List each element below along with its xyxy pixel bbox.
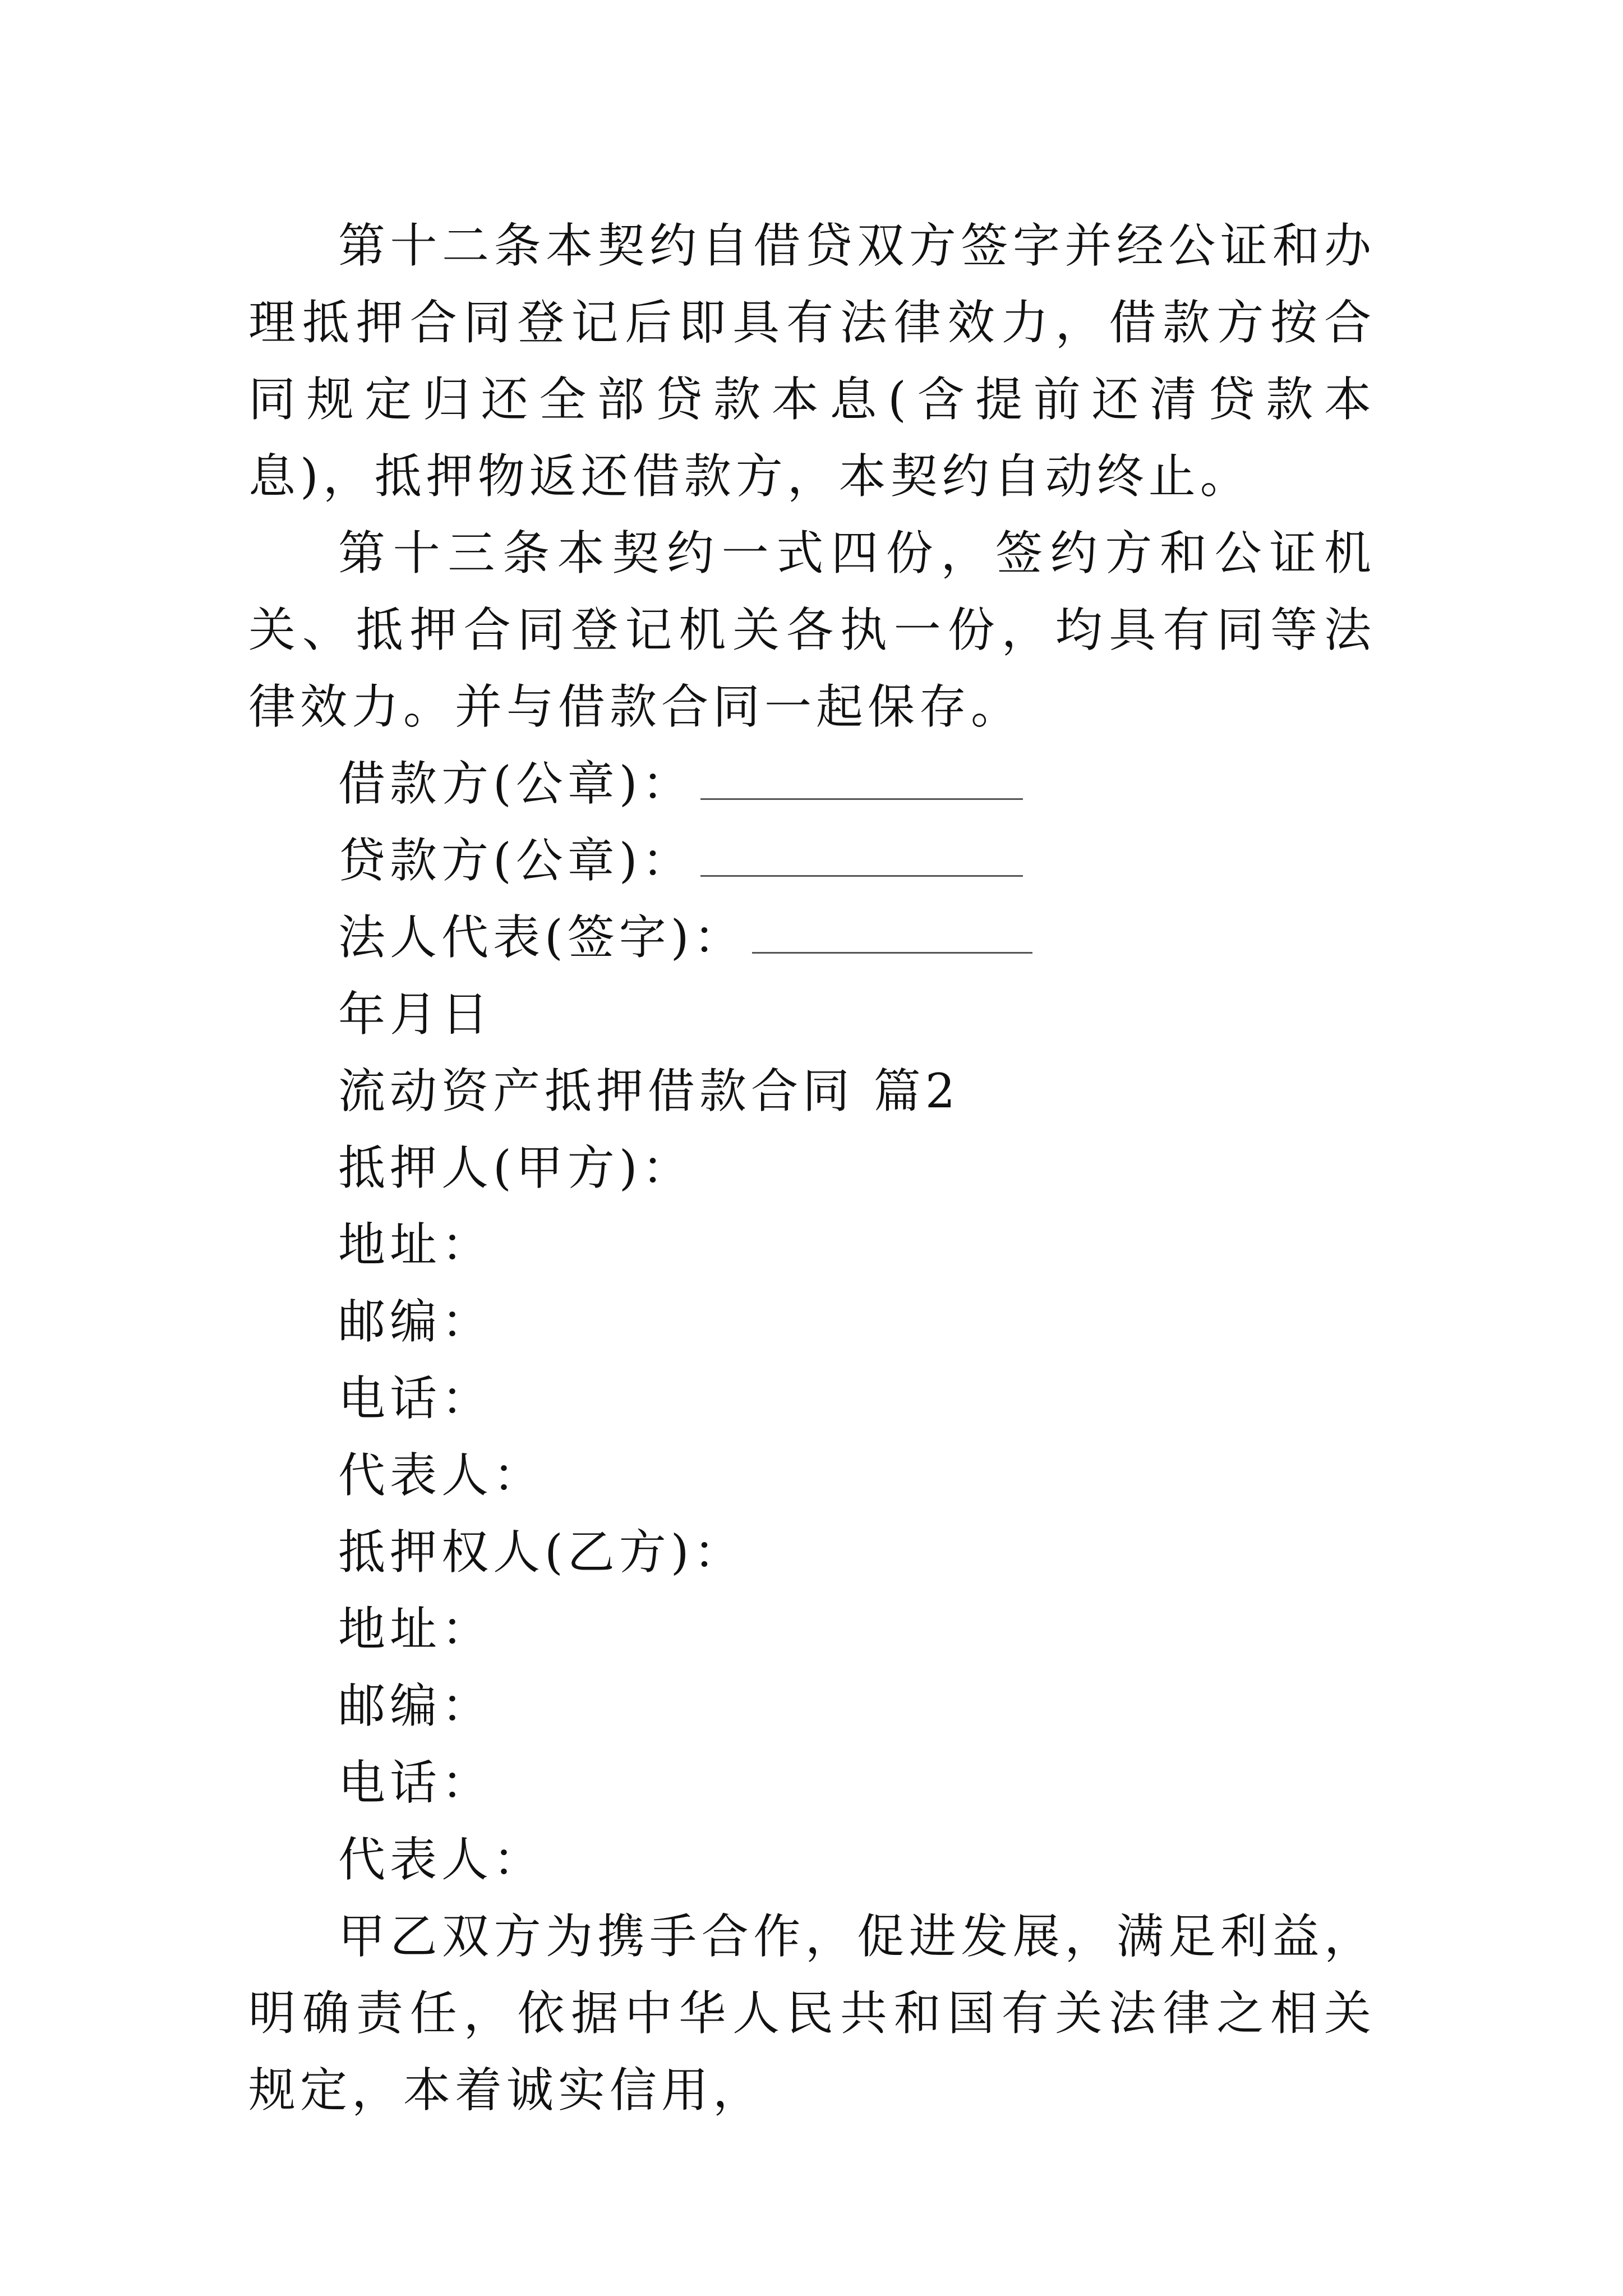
borrower-signature-line xyxy=(248,746,1376,822)
legal-rep-signature-label: 法人代表(签字)： xyxy=(338,910,745,965)
preamble-paragraph: 甲乙双方为携手合作，促进发展，满足利益，明确责任，依据中华人民共和国有关法律之相关规定，本着诚实信用， xyxy=(248,1909,1376,2118)
legal-rep-signature-line xyxy=(248,899,1376,976)
contract-2-title: 流动资产抵押借款合同 篇2 xyxy=(338,1064,960,1119)
party-b-address: 地址： xyxy=(338,1602,494,1657)
article-13-paragraph: 第十三条本契约一式四份，签约方和公证机关、抵押合同登记机关各执一份，均具有同等法律效力。并与借款合同一起保存。 xyxy=(248,526,1376,734)
party-b-heading: 抵押权人(乙方)： xyxy=(338,1525,745,1580)
party-a-phone: 电话： xyxy=(338,1371,494,1426)
party-a-representative: 代表人： xyxy=(338,1448,545,1503)
party-b-phone: 电话： xyxy=(338,1755,494,1810)
party-a-address: 地址： xyxy=(338,1217,494,1272)
date-line: 年月日 xyxy=(338,987,494,1042)
document-body xyxy=(248,208,1376,2129)
legal-rep-signature-blank xyxy=(752,907,1032,954)
lender-signature-line xyxy=(248,822,1376,899)
borrower-signature-blank xyxy=(700,753,1023,800)
party-b-representative: 代表人： xyxy=(338,1832,545,1887)
party-b-postcode: 邮编： xyxy=(338,1678,494,1733)
borrower-signature-label: 借款方(公章)： xyxy=(338,756,694,811)
lender-signature-label: 贷款方(公章)： xyxy=(338,833,694,888)
party-a-heading: 抵押人(甲方)： xyxy=(338,1140,694,1195)
party-a-postcode: 邮编： xyxy=(338,1294,494,1349)
lender-signature-blank xyxy=(700,830,1023,877)
article-12-paragraph: 第十二条本契约自借贷双方签字并经公证和办理抵押合同登记后即具有法律效力，借款方按合同规定归还全部贷款本息(含提前还清贷款本息)，抵押物返还借款方，本契约自动终止。 xyxy=(248,218,1376,504)
